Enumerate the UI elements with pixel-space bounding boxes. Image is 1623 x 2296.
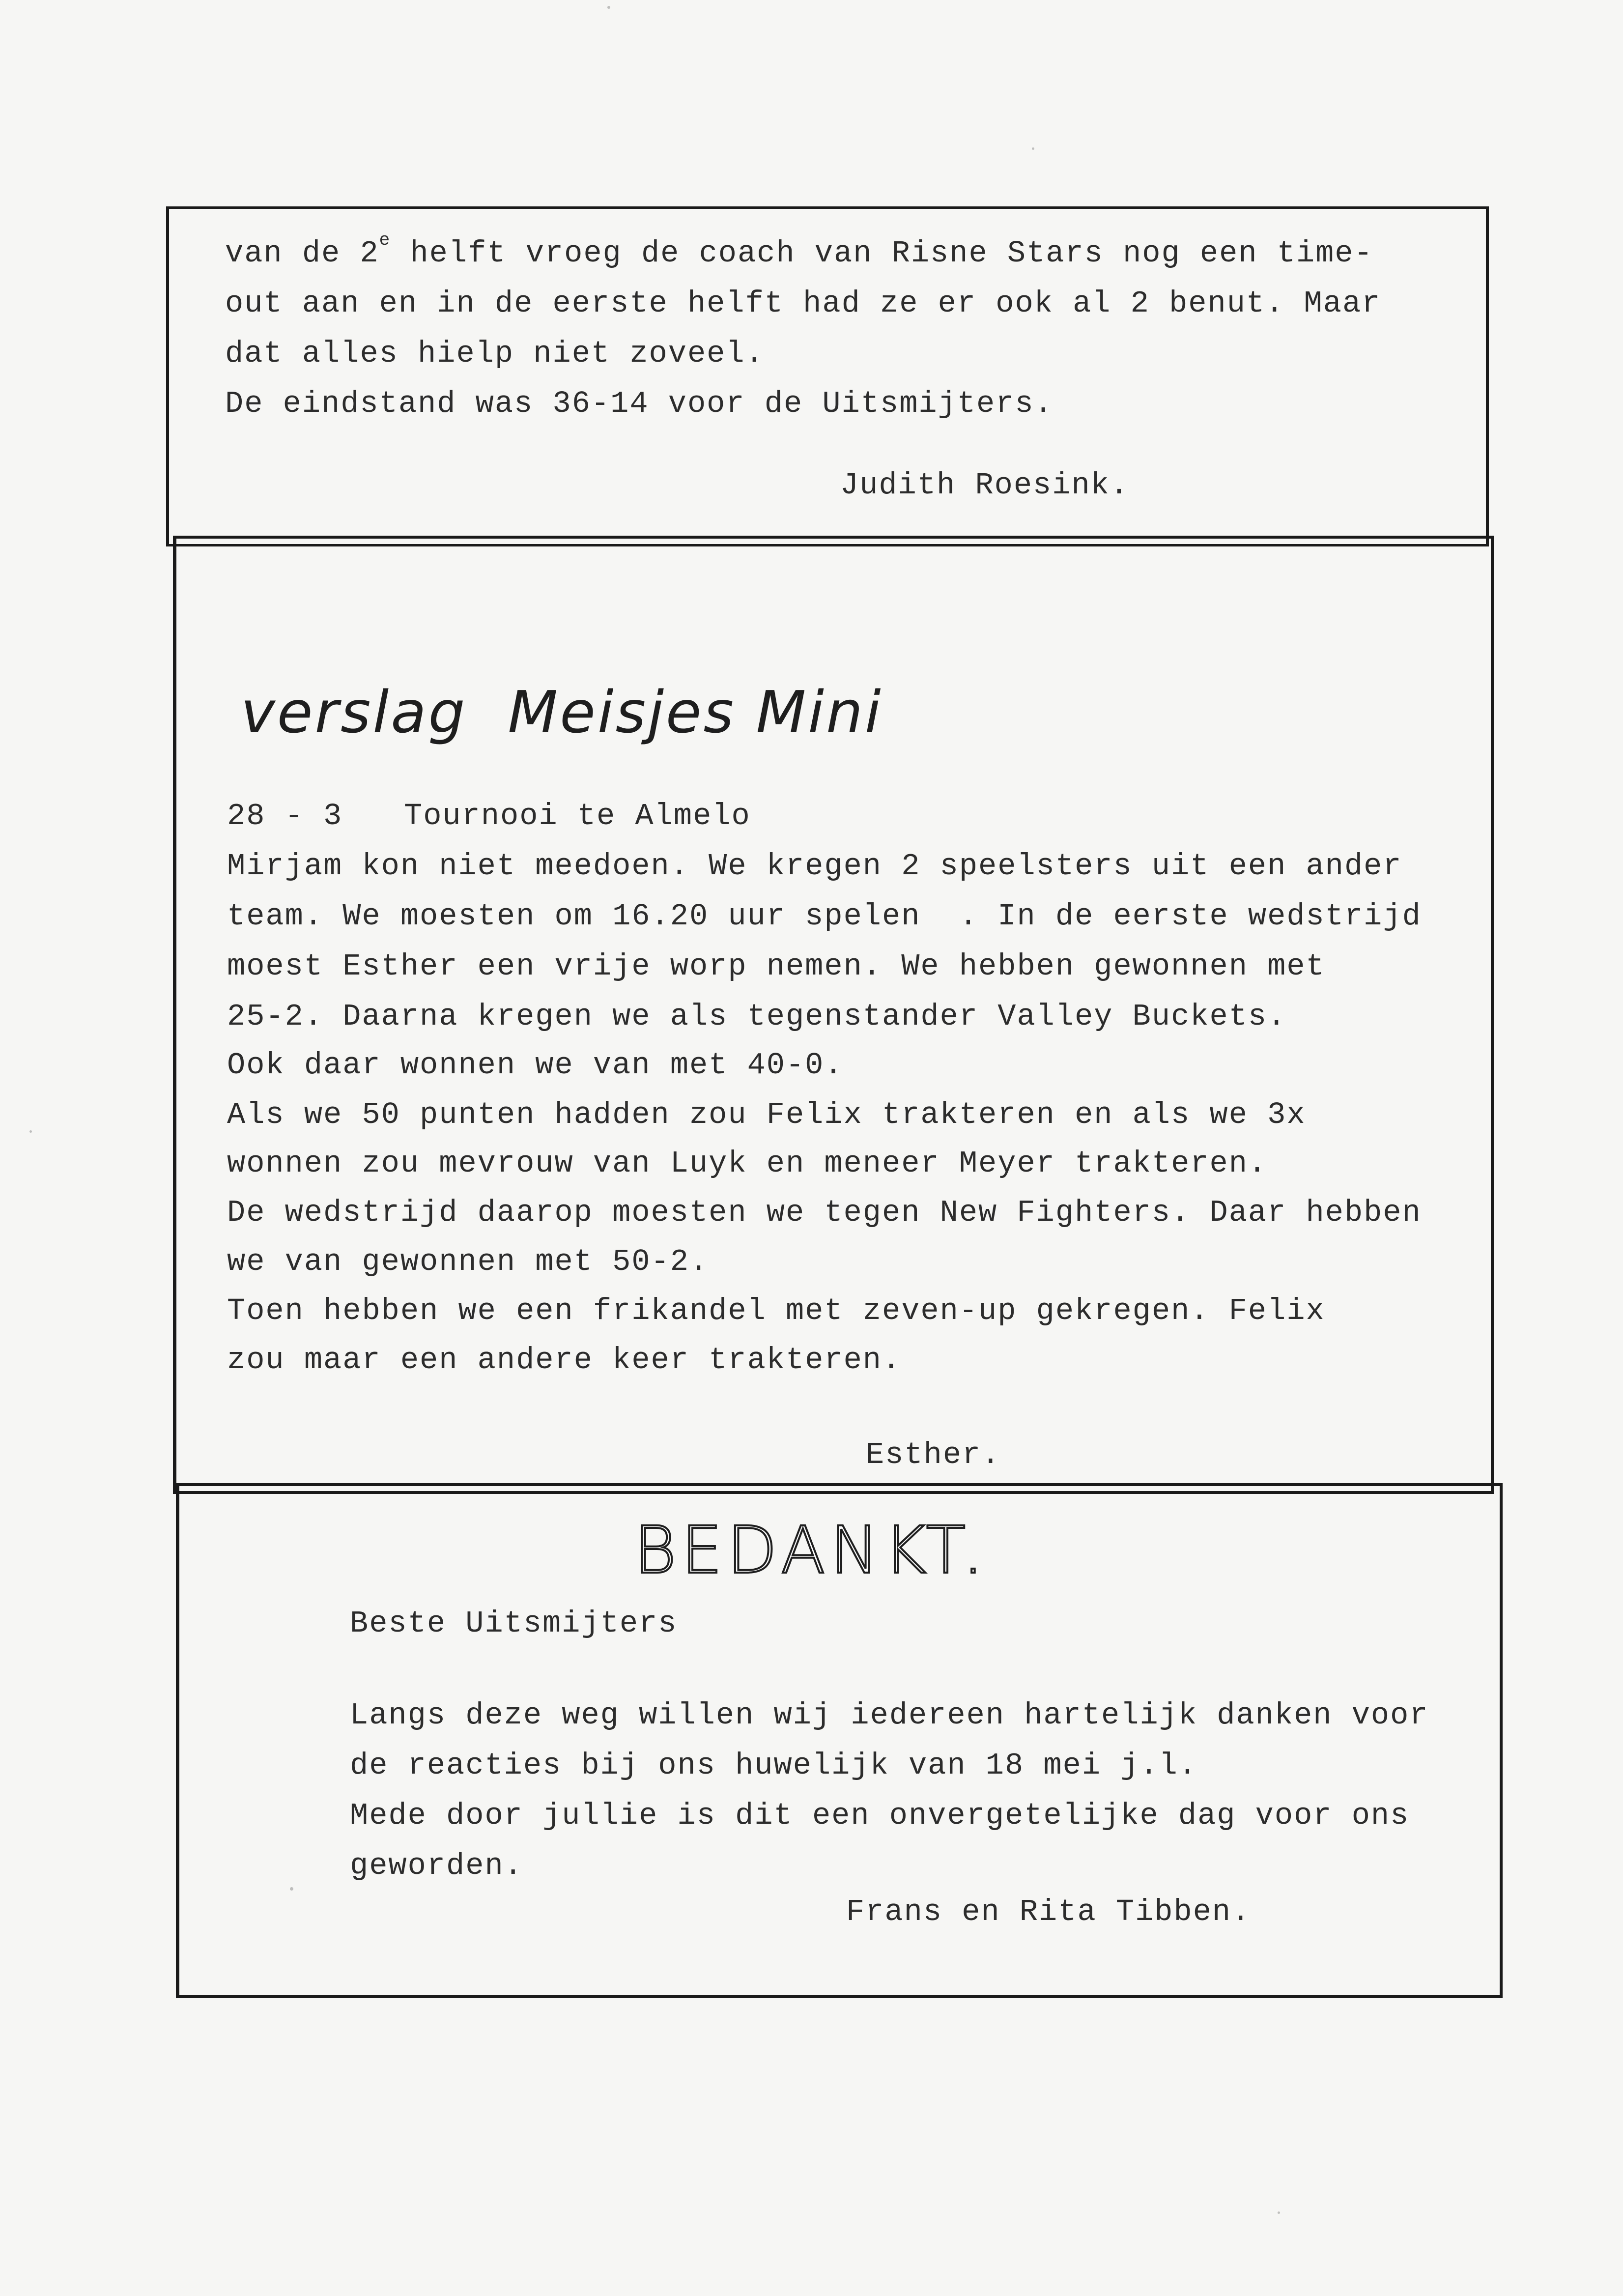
scan-speck (1032, 147, 1034, 150)
text-line: dat alles hielp niet zoveel. (225, 336, 765, 371)
text-line: 25-2. Daarna kregen we als tegenstander Valley Buckets. (227, 999, 1287, 1034)
text-line: De wedstrijd daarop moesten we tegen New Fighters. Daar hebben (227, 1195, 1422, 1230)
signature: Frans en Rita Tibben. (846, 1894, 1251, 1929)
text-line: out aan en in de eerste helft had ze er ook al 2 benut. Maar (225, 286, 1381, 321)
text-line: Toen hebben we een frikandel met zeven-up gekregen. Felix (227, 1293, 1325, 1328)
section-heading: BEDANKT. (634, 1513, 989, 1588)
scan-speck (29, 1130, 32, 1133)
signature: Esther. (866, 1437, 1001, 1472)
greeting: Beste Uitsmijters (350, 1606, 678, 1641)
text-line: moest Esther een vrije worp nemen. We hebben gewonnen met (227, 949, 1325, 984)
text-line: Ook daar wonnen we van met 40-0. (227, 1048, 844, 1083)
section-heading: verslag Meisjes Mini (241, 678, 883, 746)
text-line: Als we 50 punten hadden zou Felix trakteren en als we 3x (227, 1097, 1306, 1132)
scan-speck (290, 1887, 293, 1891)
signature: Judith Roesink. (840, 468, 1130, 503)
text-line: zou maar een andere keer trakteren. (227, 1343, 902, 1378)
report-event: Tournooi te Almelo (404, 799, 751, 833)
text-line: geworden. (350, 1848, 523, 1883)
text-line: Mirjam kon niet meedoen. We kregen 2 speelsters uit een ander (227, 849, 1402, 884)
text-line: De eindstand was 36-14 voor de Uitsmijters. (225, 386, 1054, 421)
text-line: Langs deze weg willen wij iedereen hartelijk danken voor (350, 1698, 1429, 1733)
text-line: de reacties bij ons huwelijk van 18 mei j.l. (350, 1748, 1198, 1783)
text-line: we van gewonnen met 50-2. (227, 1244, 709, 1279)
text-line: team. We moesten om 16.20 uur spelen . In de eerste wedstrijd (227, 899, 1422, 934)
report-date: 28 - 3 (227, 799, 343, 833)
text-line: van de 2e helft vroeg de coach van Risne Stars nog een time- (225, 230, 1373, 271)
scan-speck (607, 6, 610, 9)
text-line: Mede door jullie is dit een onvergetelijke dag voor ons (350, 1798, 1410, 1833)
scan-speck (1278, 2211, 1280, 2214)
text-line: wonnen zou mevrouw van Luyk en meneer Meyer trakteren. (227, 1146, 1268, 1181)
